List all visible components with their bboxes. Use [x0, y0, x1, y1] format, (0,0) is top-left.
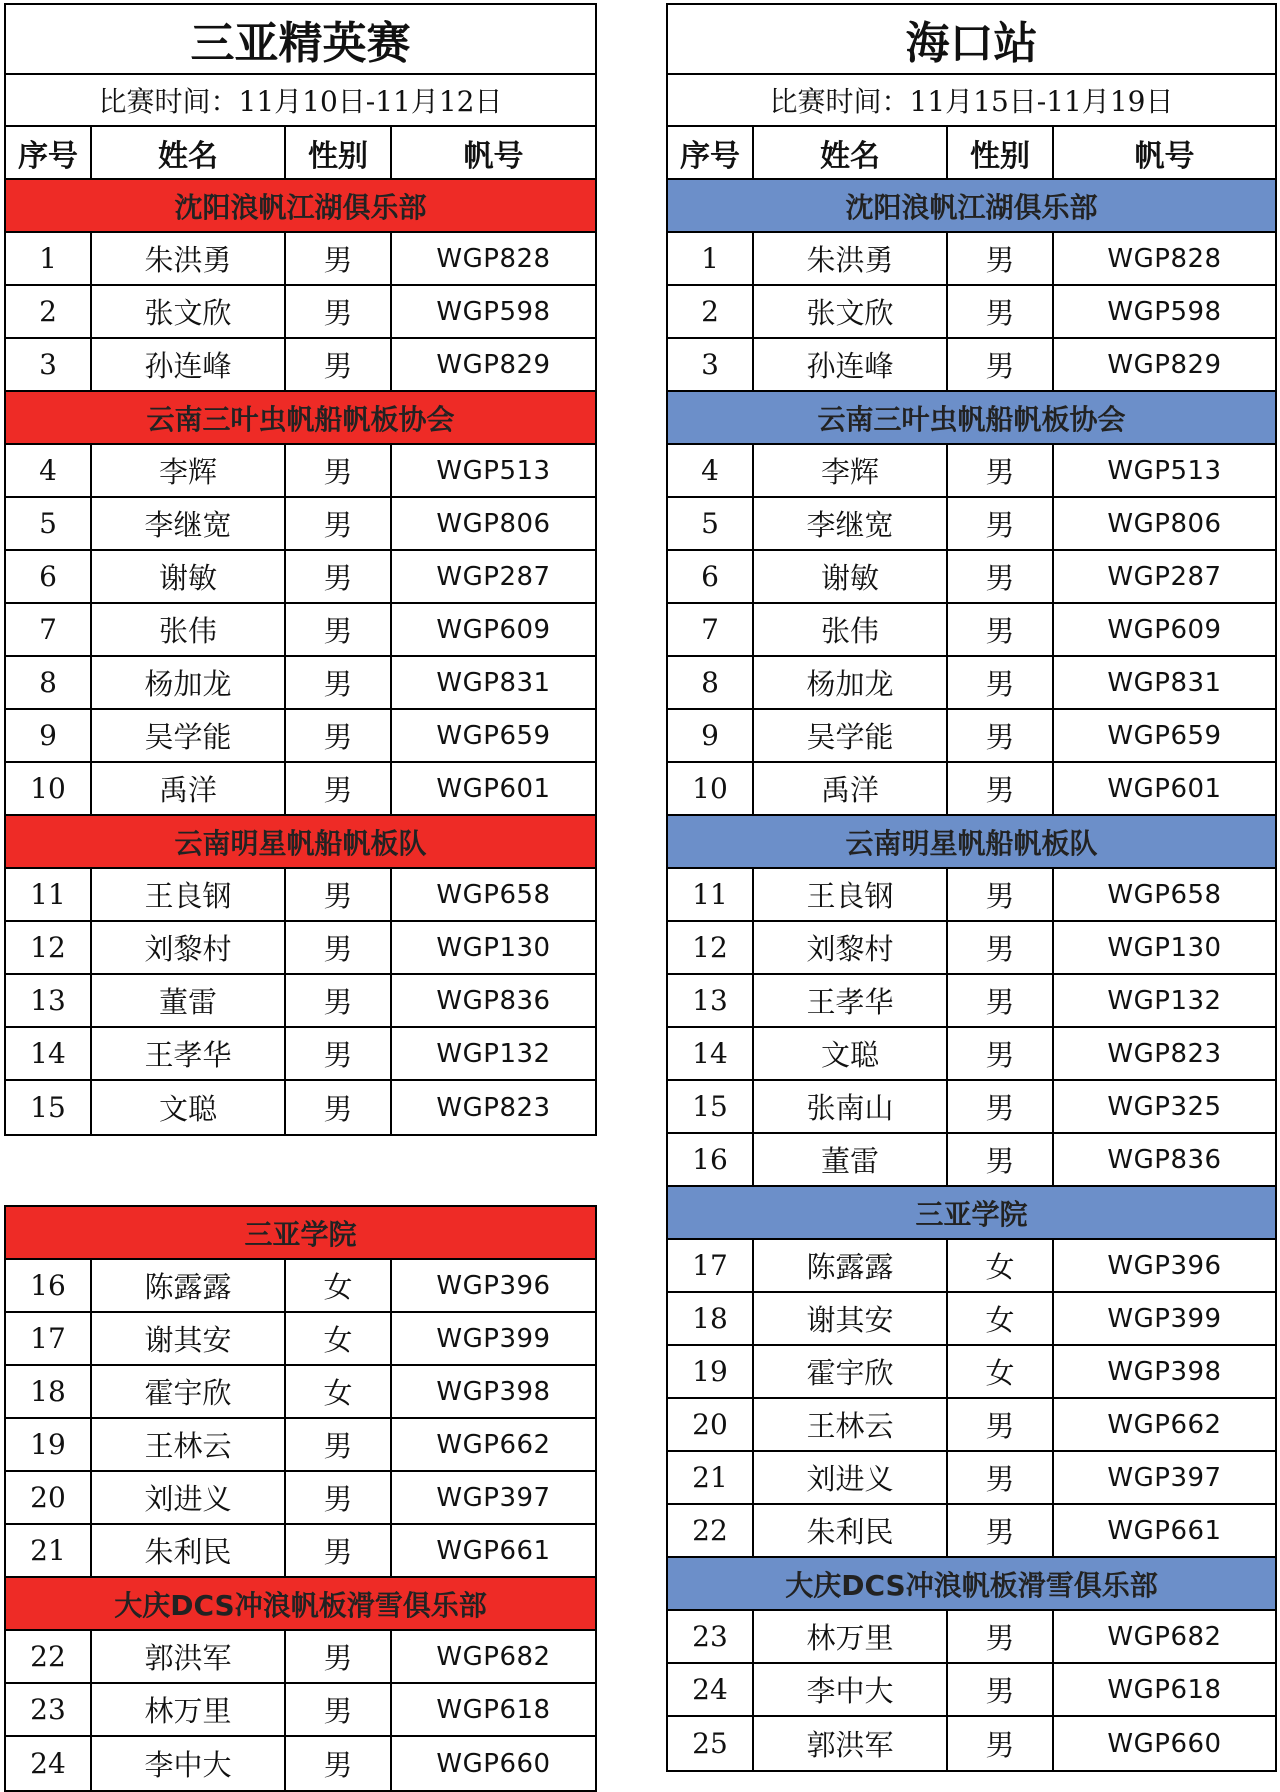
athlete-number: 18 [668, 1293, 754, 1344]
athlete-gender: 男 [948, 1505, 1054, 1556]
table-row [668, 286, 1275, 339]
table-row [6, 498, 595, 551]
sail-number: WGP836 [1107, 1144, 1222, 1175]
athlete-name: 朱利民 [92, 1525, 286, 1576]
athlete-name: 林万里 [754, 1611, 948, 1662]
athlete-name: 张文欣 [754, 286, 948, 337]
athlete-gender: 男 [286, 657, 392, 708]
table-row [668, 1346, 1275, 1399]
athlete-number: 10 [6, 763, 92, 814]
club-name: 云南明星帆船帆板队 [845, 826, 1098, 860]
athlete-number: 6 [6, 551, 92, 602]
athlete-name: 朱利民 [754, 1505, 948, 1556]
table-row [668, 1717, 1275, 1770]
athlete-number: 1 [668, 233, 754, 284]
table-date-row [6, 75, 595, 127]
athlete-number: 15 [6, 1081, 92, 1134]
club-group-row [6, 816, 595, 869]
athlete-gender: 男 [286, 604, 392, 655]
sail-number: WGP831 [1107, 667, 1222, 698]
table-row [6, 1366, 595, 1419]
table-row [6, 1472, 595, 1525]
athlete-gender: 男 [286, 1684, 392, 1735]
athlete-number: 19 [6, 1419, 92, 1470]
sail-number: WGP325 [1107, 1091, 1222, 1122]
athlete-name: 谢其安 [754, 1293, 948, 1344]
athlete-number: 24 [6, 1737, 92, 1790]
athlete-number: 11 [668, 869, 754, 920]
athlete-number: 8 [668, 657, 754, 708]
athlete-name: 王良钢 [754, 869, 948, 920]
club-name: 云南三叶虫帆船帆板协会 [146, 402, 455, 436]
competition-dates: 比赛时间：11月10日-11月12日 [98, 85, 503, 118]
athlete-number: 15 [668, 1081, 754, 1132]
table-row [6, 1631, 595, 1684]
table-row [668, 1611, 1275, 1664]
sail-number: WGP836 [436, 985, 551, 1016]
athlete-number: 25 [668, 1717, 754, 1770]
athlete-number: 5 [6, 498, 92, 549]
sail-number: WGP598 [436, 296, 551, 327]
athlete-gender: 男 [948, 1452, 1054, 1503]
athlete-gender: 男 [948, 1399, 1054, 1450]
athlete-number: 10 [668, 763, 754, 814]
club-name: 云南三叶虫帆船帆板协会 [817, 402, 1126, 436]
athlete-number: 22 [668, 1505, 754, 1556]
athlete-gender: 男 [948, 1081, 1054, 1132]
athlete-name: 王林云 [754, 1399, 948, 1450]
sail-number: WGP658 [1107, 879, 1222, 910]
athlete-name: 吴学能 [754, 710, 948, 761]
sail-number: WGP130 [1107, 932, 1222, 963]
sail-number: WGP609 [436, 614, 551, 645]
athlete-name: 朱洪勇 [754, 233, 948, 284]
sail-number: WGP618 [436, 1694, 551, 1725]
athlete-number: 13 [668, 975, 754, 1026]
athlete-number: 23 [6, 1684, 92, 1735]
sail-number: WGP618 [1107, 1674, 1222, 1705]
athlete-name: 杨加龙 [92, 657, 286, 708]
sail-number: WGP287 [1107, 561, 1222, 592]
sail-number: WGP829 [1107, 349, 1222, 380]
sail-number: WGP513 [436, 455, 551, 486]
table-row [668, 869, 1275, 922]
athlete-name: 孙连峰 [92, 339, 286, 390]
athlete-name: 李继宽 [754, 498, 948, 549]
athlete-gender: 男 [286, 1525, 392, 1576]
sail-number: WGP660 [436, 1748, 551, 1779]
athlete-gender: 男 [948, 657, 1054, 708]
table-row [668, 498, 1275, 551]
table-body [6, 1207, 595, 1790]
athlete-name: 霍宇欣 [92, 1366, 286, 1417]
athlete-gender: 男 [948, 339, 1054, 390]
header-number: 序号 [6, 127, 92, 178]
athlete-gender: 男 [286, 1028, 392, 1079]
header-name: 姓名 [754, 127, 948, 178]
table-row [6, 604, 595, 657]
athlete-name: 刘进义 [754, 1452, 948, 1503]
athlete-number: 5 [668, 498, 754, 549]
sail-number: WGP806 [436, 508, 551, 539]
table-row [6, 763, 595, 816]
athlete-name: 陈露露 [754, 1240, 948, 1291]
athlete-name: 刘黎村 [92, 922, 286, 973]
table-row [668, 922, 1275, 975]
athlete-name: 朱洪勇 [92, 233, 286, 284]
athlete-gender: 女 [948, 1346, 1054, 1397]
sail-number: WGP132 [1107, 985, 1222, 1016]
athlete-gender: 男 [948, 551, 1054, 602]
athlete-number: 21 [6, 1525, 92, 1576]
sail-number: WGP823 [1107, 1038, 1222, 1069]
athlete-gender: 女 [948, 1293, 1054, 1344]
athlete-gender: 男 [286, 763, 392, 814]
athlete-gender: 男 [286, 1631, 392, 1682]
club-group-row [668, 816, 1275, 869]
athlete-number: 14 [6, 1028, 92, 1079]
table-row [668, 763, 1275, 816]
club-group-row [6, 1578, 595, 1631]
athlete-number: 17 [668, 1240, 754, 1291]
table-row [6, 1684, 595, 1737]
sail-number: WGP609 [1107, 614, 1222, 645]
athlete-gender: 男 [948, 498, 1054, 549]
athlete-number: 2 [6, 286, 92, 337]
athlete-gender: 女 [948, 1240, 1054, 1291]
athlete-number: 12 [668, 922, 754, 973]
sanya-roster-table [4, 3, 597, 1136]
athlete-gender: 男 [286, 339, 392, 390]
athlete-name: 李辉 [754, 445, 948, 496]
table-row [6, 869, 595, 922]
athlete-name: 霍宇欣 [754, 1346, 948, 1397]
athlete-gender: 男 [286, 922, 392, 973]
athlete-name: 刘进义 [92, 1472, 286, 1523]
table-row [668, 975, 1275, 1028]
athlete-name: 张文欣 [92, 286, 286, 337]
athlete-name: 吴学能 [92, 710, 286, 761]
athlete-number: 9 [668, 710, 754, 761]
athlete-gender: 女 [286, 1260, 392, 1311]
athlete-name: 谢敏 [92, 551, 286, 602]
sail-number: WGP658 [436, 879, 551, 910]
club-name: 大庆DCS冲浪帆板滑雪俱乐部 [785, 1568, 1158, 1602]
athlete-number: 23 [668, 1611, 754, 1662]
athlete-gender: 男 [948, 1717, 1054, 1770]
table-row [6, 975, 595, 1028]
athlete-name: 谢敏 [754, 551, 948, 602]
athlete-number: 3 [668, 339, 754, 390]
athlete-number: 4 [668, 445, 754, 496]
sail-number: WGP831 [436, 667, 551, 698]
athlete-gender: 男 [286, 1081, 392, 1134]
table-row [668, 233, 1275, 286]
table-row [6, 551, 595, 604]
sail-number: WGP396 [1107, 1250, 1222, 1281]
sail-number: WGP399 [1107, 1303, 1222, 1334]
athlete-number: 1 [6, 233, 92, 284]
athlete-number: 8 [6, 657, 92, 708]
header-name: 姓名 [92, 127, 286, 178]
athlete-number: 7 [668, 604, 754, 655]
sail-number: WGP396 [436, 1270, 551, 1301]
table-row [668, 710, 1275, 763]
athlete-gender: 男 [286, 1419, 392, 1470]
athlete-gender: 男 [286, 710, 392, 761]
athlete-gender: 男 [286, 1472, 392, 1523]
sail-number: WGP662 [1107, 1409, 1222, 1440]
sail-number: WGP828 [436, 243, 551, 274]
sail-number: WGP659 [1107, 720, 1222, 751]
club-group-row [6, 1207, 595, 1260]
sail-number: WGP661 [436, 1535, 551, 1566]
athlete-number: 21 [668, 1452, 754, 1503]
athlete-gender: 男 [948, 286, 1054, 337]
table-row [6, 233, 595, 286]
table-row [6, 1028, 595, 1081]
athlete-name: 谢其安 [92, 1313, 286, 1364]
sail-number: WGP130 [436, 932, 551, 963]
athlete-gender: 男 [948, 1664, 1054, 1715]
table-row [6, 657, 595, 710]
table-row [6, 1419, 595, 1472]
athlete-number: 3 [6, 339, 92, 390]
athlete-gender: 男 [286, 975, 392, 1026]
athlete-name: 张伟 [754, 604, 948, 655]
table-row [6, 1081, 595, 1134]
athlete-name: 李中大 [92, 1737, 286, 1790]
athlete-gender: 男 [948, 445, 1054, 496]
athlete-number: 4 [6, 445, 92, 496]
athlete-name: 王孝华 [754, 975, 948, 1026]
athlete-gender: 男 [948, 975, 1054, 1026]
sail-number: WGP399 [436, 1323, 551, 1354]
athlete-number: 17 [6, 1313, 92, 1364]
club-name: 三亚学院 [915, 1197, 1028, 1231]
athlete-gender: 男 [948, 1611, 1054, 1662]
athlete-number: 13 [6, 975, 92, 1026]
table-row [668, 1452, 1275, 1505]
club-name: 沈阳浪帆江湖俱乐部 [174, 190, 427, 224]
athlete-gender: 男 [286, 286, 392, 337]
table-row [6, 1525, 595, 1578]
table-row [668, 445, 1275, 498]
athlete-name: 李辉 [92, 445, 286, 496]
club-name: 沈阳浪帆江湖俱乐部 [845, 190, 1098, 224]
athlete-number: 14 [668, 1028, 754, 1079]
sail-number: WGP661 [1107, 1515, 1222, 1546]
table-row [668, 657, 1275, 710]
athlete-gender: 男 [286, 551, 392, 602]
athlete-gender: 男 [948, 869, 1054, 920]
athlete-number: 22 [6, 1631, 92, 1682]
competition-dates: 比赛时间：11月15日-11月19日 [769, 85, 1174, 118]
club-group-row [668, 392, 1275, 445]
table-row [668, 1081, 1275, 1134]
sanya-roster-table-continued [4, 1205, 597, 1792]
column-header-row [668, 127, 1275, 180]
athlete-gender: 男 [948, 763, 1054, 814]
header-number: 序号 [668, 127, 754, 178]
table-title: 三亚精英赛 [190, 18, 411, 69]
sail-number: WGP823 [436, 1092, 551, 1123]
table-row [668, 1399, 1275, 1452]
table-date-row [668, 75, 1275, 127]
athlete-gender: 男 [286, 233, 392, 284]
athlete-name: 王孝华 [92, 1028, 286, 1079]
athlete-name: 杨加龙 [754, 657, 948, 708]
table-row [6, 339, 595, 392]
athlete-name: 文聪 [92, 1081, 286, 1134]
sail-number: WGP682 [436, 1641, 551, 1672]
sail-number: WGP682 [1107, 1621, 1222, 1652]
table-body [6, 180, 595, 1134]
athlete-name: 董雷 [754, 1134, 948, 1185]
athlete-number: 24 [668, 1664, 754, 1715]
table-row [6, 286, 595, 339]
club-group-row [6, 392, 595, 445]
sail-number: WGP132 [436, 1038, 551, 1069]
athlete-name: 孙连峰 [754, 339, 948, 390]
sail-number: WGP806 [1107, 508, 1222, 539]
athlete-number: 16 [668, 1134, 754, 1185]
athlete-number: 11 [6, 869, 92, 920]
sail-number: WGP828 [1107, 243, 1222, 274]
header-gender: 性别 [948, 127, 1054, 178]
athlete-gender: 男 [948, 922, 1054, 973]
sail-number: WGP287 [436, 561, 551, 592]
table-row [668, 1240, 1275, 1293]
athlete-number: 20 [668, 1399, 754, 1450]
club-group-row [668, 1187, 1275, 1240]
table-title-row [668, 5, 1275, 75]
athlete-gender: 男 [948, 710, 1054, 761]
sail-number: WGP601 [1107, 773, 1222, 804]
table-row [668, 1664, 1275, 1717]
athlete-number: 19 [668, 1346, 754, 1397]
athlete-name: 郭洪军 [92, 1631, 286, 1682]
athlete-name: 林万里 [92, 1684, 286, 1735]
athlete-number: 9 [6, 710, 92, 761]
athlete-gender: 男 [286, 869, 392, 920]
athlete-name: 陈露露 [92, 1260, 286, 1311]
athlete-name: 张伟 [92, 604, 286, 655]
athlete-number: 2 [668, 286, 754, 337]
table-body [668, 180, 1275, 1770]
athlete-number: 18 [6, 1366, 92, 1417]
club-group-row [668, 1558, 1275, 1611]
sail-number: WGP397 [1107, 1462, 1222, 1493]
table-row [668, 1293, 1275, 1346]
sail-number: WGP398 [1107, 1356, 1222, 1387]
athlete-gender: 男 [948, 1028, 1054, 1079]
athlete-name: 刘黎村 [754, 922, 948, 973]
table-row [668, 1134, 1275, 1187]
header-sail-number: 帆号 [1134, 138, 1195, 174]
athlete-name: 禹洋 [754, 763, 948, 814]
athlete-number: 7 [6, 604, 92, 655]
sail-number: WGP601 [436, 773, 551, 804]
athlete-gender: 男 [286, 498, 392, 549]
club-group-row [668, 180, 1275, 233]
athlete-gender: 男 [948, 1134, 1054, 1185]
sail-number: WGP513 [1107, 455, 1222, 486]
athlete-name: 郭洪军 [754, 1717, 948, 1770]
athlete-name: 王良钢 [92, 869, 286, 920]
athlete-number: 6 [668, 551, 754, 602]
sail-number: WGP829 [436, 349, 551, 380]
table-row [6, 1313, 595, 1366]
table-row [668, 339, 1275, 392]
table-title: 海口站 [905, 18, 1038, 69]
table-row [6, 1737, 595, 1790]
header-sail-number: 帆号 [463, 138, 524, 174]
athlete-name: 李继宽 [92, 498, 286, 549]
table-row [668, 1028, 1275, 1081]
athlete-name: 禹洋 [92, 763, 286, 814]
table-row [6, 922, 595, 975]
sail-number: WGP397 [436, 1482, 551, 1513]
header-gender: 性别 [286, 127, 392, 178]
sail-number: WGP598 [1107, 296, 1222, 327]
athlete-name: 李中大 [754, 1664, 948, 1715]
sail-number: WGP659 [436, 720, 551, 751]
haikou-roster-table [666, 3, 1277, 1772]
club-name: 云南明星帆船帆板队 [174, 826, 427, 860]
athlete-number: 20 [6, 1472, 92, 1523]
table-row [6, 1260, 595, 1313]
athlete-gender: 女 [286, 1313, 392, 1364]
club-name: 三亚学院 [244, 1217, 357, 1251]
table-row [668, 604, 1275, 657]
athlete-gender: 男 [286, 1737, 392, 1790]
athlete-name: 王林云 [92, 1419, 286, 1470]
athlete-number: 16 [6, 1260, 92, 1311]
club-group-row [6, 180, 595, 233]
table-row [668, 1505, 1275, 1558]
sail-number: WGP398 [436, 1376, 551, 1407]
sail-number: WGP662 [436, 1429, 551, 1460]
table-title-row [6, 5, 595, 75]
athlete-number: 12 [6, 922, 92, 973]
athlete-gender: 男 [948, 604, 1054, 655]
table-row [668, 551, 1275, 604]
athlete-gender: 女 [286, 1366, 392, 1417]
athlete-name: 董雷 [92, 975, 286, 1026]
athlete-gender: 男 [948, 233, 1054, 284]
sail-number: WGP660 [1107, 1728, 1222, 1759]
column-header-row [6, 127, 595, 180]
athlete-name: 文聪 [754, 1028, 948, 1079]
club-name: 大庆DCS冲浪帆板滑雪俱乐部 [114, 1588, 487, 1622]
table-row [6, 445, 595, 498]
athlete-gender: 男 [286, 445, 392, 496]
athlete-name: 张南山 [754, 1081, 948, 1132]
table-row [6, 710, 595, 763]
